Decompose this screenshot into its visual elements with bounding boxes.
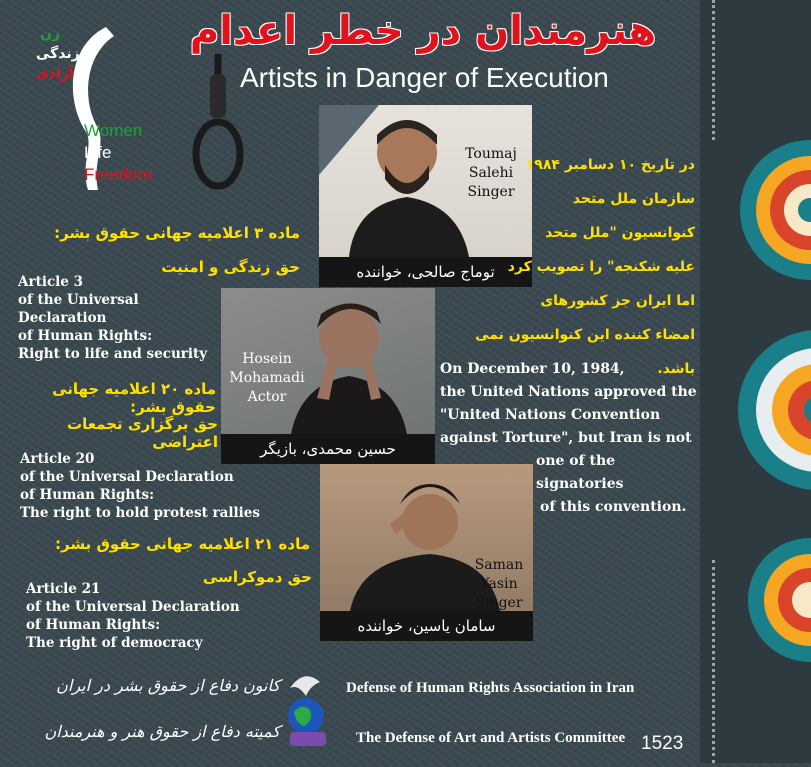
un-fa-line: اما ایران جز کشورهای: [540, 293, 695, 309]
article21-text-en: [26, 580, 276, 652]
article20-heading-fa: ماده ۲۰ اعلامیه جهانی حقوق بشر:: [52, 380, 216, 416]
article3-text-en: [18, 273, 218, 363]
un-convention-text-fa: [440, 148, 695, 386]
artist-name-en: [469, 556, 529, 613]
un-en-line: of this convention.: [540, 499, 687, 515]
article21-en-line: The right of democracy: [26, 635, 203, 651]
page-title-fa: هنرمندان در خطر اعدام: [189, 8, 657, 54]
artist-name-line: Toumaj: [465, 146, 517, 162]
artist-name-line: Yasin: [480, 576, 518, 592]
women-life-freedom-logo: [36, 22, 186, 192]
footer-committee-name-en: The Defense of Art and Artists Committee: [356, 730, 626, 746]
page-title-en: Artists in Danger of Execution: [240, 62, 609, 93]
artist-name-line: Mohamadi: [229, 370, 305, 386]
article21-en-line: Article 21: [26, 581, 101, 597]
logo-fa-word-1: زن: [40, 26, 61, 42]
article20-en-line: of Human Rights:: [20, 487, 155, 503]
article21-heading-fa: ماده ۲۱ اعلامیه جهانی حقوق بشر:: [55, 535, 310, 553]
logo-en-women: Women: [84, 121, 143, 140]
article3-en-line: of Human Rights:: [18, 328, 153, 344]
artist-name-line: Singer: [467, 184, 515, 200]
artist-caption-fa: سامان یاسین، خواننده: [320, 611, 533, 641]
un-fa-line: در تاریخ ۱۰ دسامبر ۱۹۸۴: [525, 157, 695, 173]
article20-en-line: Article 20: [20, 451, 95, 467]
footer-org-name-en: Defense of Human Rights Association in Iran: [346, 680, 635, 696]
article3-text-fa: حق زندگی و امنیت: [161, 258, 300, 276]
footer-org-name-fa: کانون دفاع از حقوق بشر در ایران: [56, 676, 280, 695]
article3-en-line: Article 3: [18, 274, 83, 290]
un-fa-line: علیه شکنجه" را تصویب کرد: [507, 259, 695, 275]
artist-name-line: Saman: [474, 557, 524, 573]
organization-emblem-icon: [280, 668, 332, 750]
article3-heading-fa: ماده ۳ اعلامیه جهانی حقوق بشر:: [54, 224, 300, 242]
logo-en-freedom: Freedom: [84, 165, 153, 184]
logo-fa-word-3: آزادی: [36, 66, 74, 82]
dotted-divider: [712, 0, 719, 140]
un-fa-line: کنوانسیون "ملل متحد: [545, 225, 695, 241]
artist-photo-hosein: [221, 288, 435, 464]
footer-committee-name-fa: کمیته دفاع از حقوق هنر و هنرمندان: [44, 722, 280, 741]
logo-fa-word-2: زندگی: [36, 46, 80, 62]
artist-name-line: Singer: [475, 595, 523, 611]
article3-en-line: Right to life and security: [18, 346, 208, 362]
article21-en-line: of the Universal Declaration: [26, 599, 240, 615]
un-fa-line: سازمان ملل متحد: [572, 191, 695, 207]
article21-en-line: of Human Rights:: [26, 617, 161, 633]
logo-en-life: Life: [84, 143, 112, 162]
article20-text-fa: حق برگزاری تجمعات اعتراضی: [67, 415, 218, 451]
article21-text-fa: حق دموکراسی: [202, 568, 312, 586]
artist-caption-fa: توماج صالحی، خواننده: [319, 257, 532, 287]
artist-caption-fa: حسین محمدی، بازیگر: [221, 434, 435, 464]
artist-name-line: Hosein: [242, 351, 292, 367]
un-en-line: "United Nations Convention: [440, 407, 661, 423]
un-convention-text-en: [440, 358, 700, 519]
post-number: 1523: [641, 733, 684, 754]
un-fa-line: امضاء کننده این کنوانسیون نمی باشد.: [475, 327, 695, 377]
noose-icon: [186, 54, 246, 194]
artist-name-en: [227, 350, 307, 407]
artist-name-line: Actor: [247, 389, 287, 405]
un-en-line: the United Nations approved the: [440, 384, 697, 400]
article3-en-line: of the Universal Declaration: [18, 292, 139, 326]
un-en-line: one of the signatories: [536, 453, 624, 492]
article20-en-line: The right to hold protest rallies: [20, 505, 260, 521]
dotted-divider: [712, 560, 719, 763]
article20-en-line: of the Universal Declaration: [20, 469, 234, 485]
un-en-line: On December 10, 1984,: [440, 361, 625, 377]
un-en-line: against Torture", but Iran is not: [440, 430, 692, 446]
artist-name-line: Salehi: [468, 165, 514, 181]
